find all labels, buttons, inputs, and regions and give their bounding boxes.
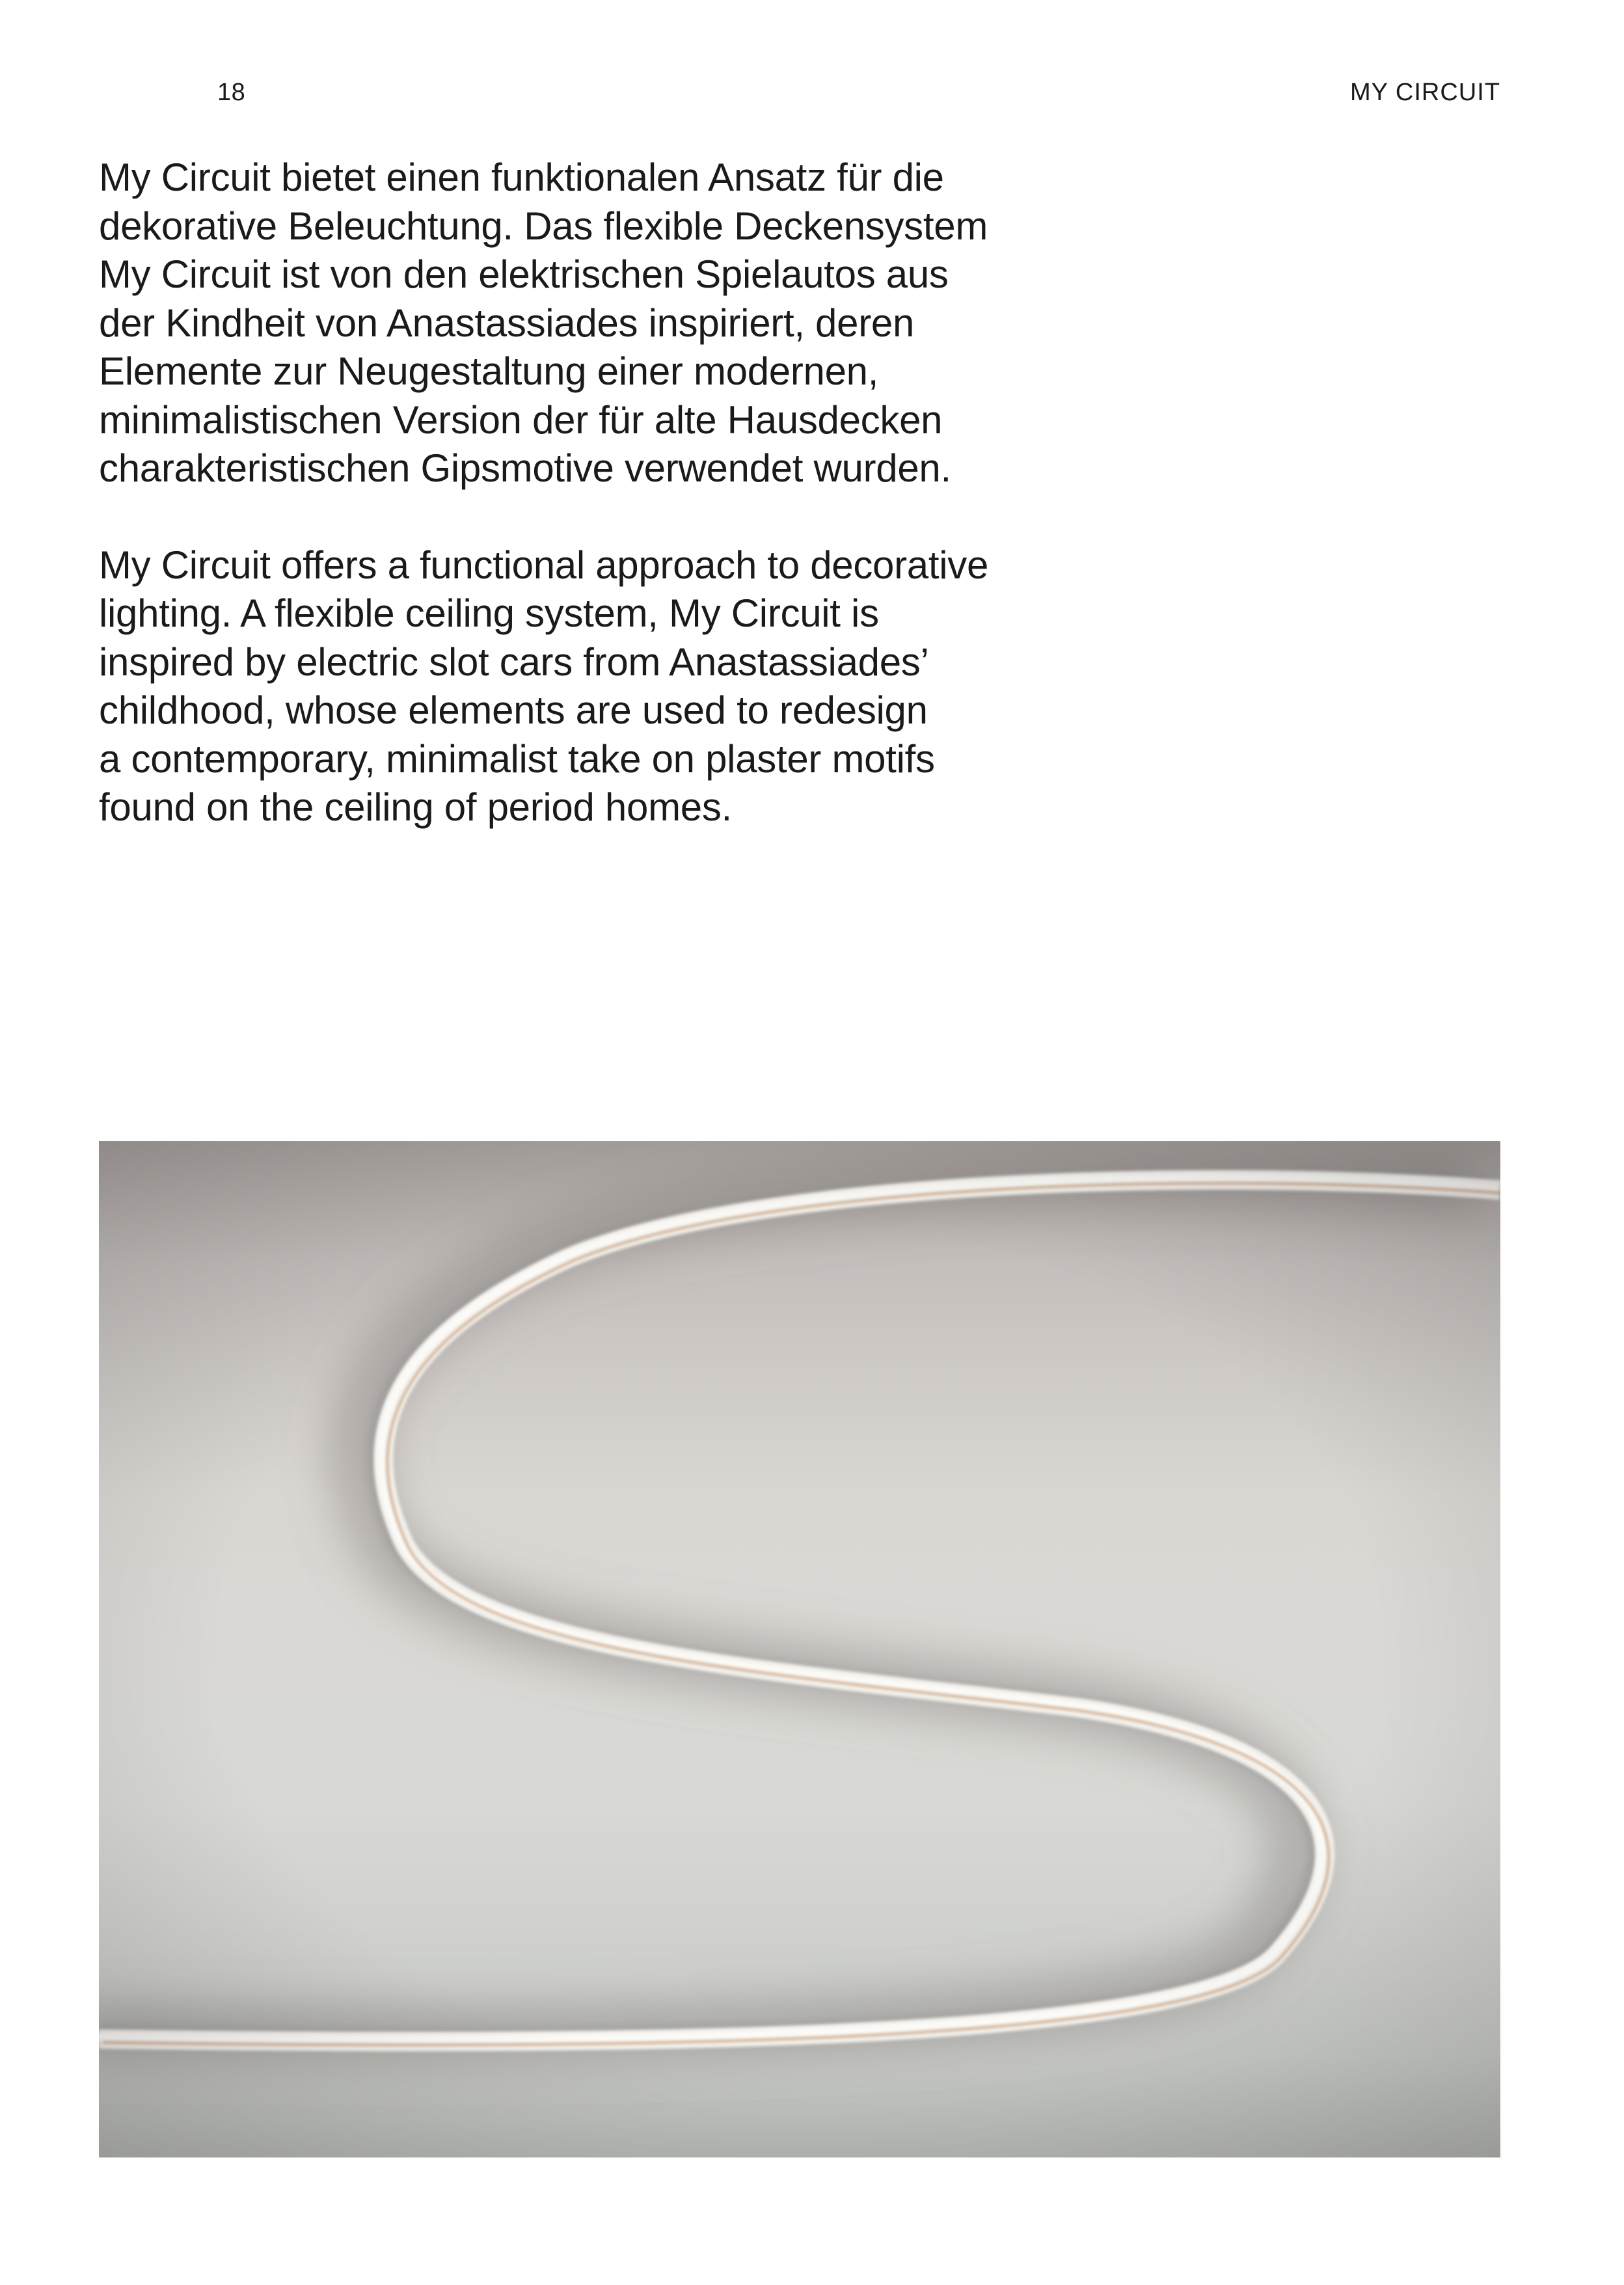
curved-light-track-image	[99, 1141, 1500, 2157]
paragraph-german: My Circuit bietet einen funktionalen Ansatz für die dekorative Beleuchtung. Das flexible Deckensystem My Circuit ist von den elektrischen Spielautos aus der Kindheit von Anastassiades inspiriert, deren Elemente zur Neugestaltung einer modernen, minimalistischen Version der für alte Hausdecken charakteristischen Gipsmotive verwendet wurden.	[99, 155, 988, 490]
product-photo	[99, 1141, 1500, 2157]
running-header: MY CIRCUIT	[1350, 79, 1500, 106]
paragraph-english: My Circuit offers a functional approach to decorative lighting. A flexible ceiling system, My Circuit is inspired by electric slot cars from Anastassiades’ childhood, whose elements are used to redesign a contemporary, minimalist take on plaster motifs found on the ceiling of period homes.	[99, 543, 989, 829]
body-text	[99, 154, 1140, 832]
page-number: 18	[217, 79, 246, 106]
